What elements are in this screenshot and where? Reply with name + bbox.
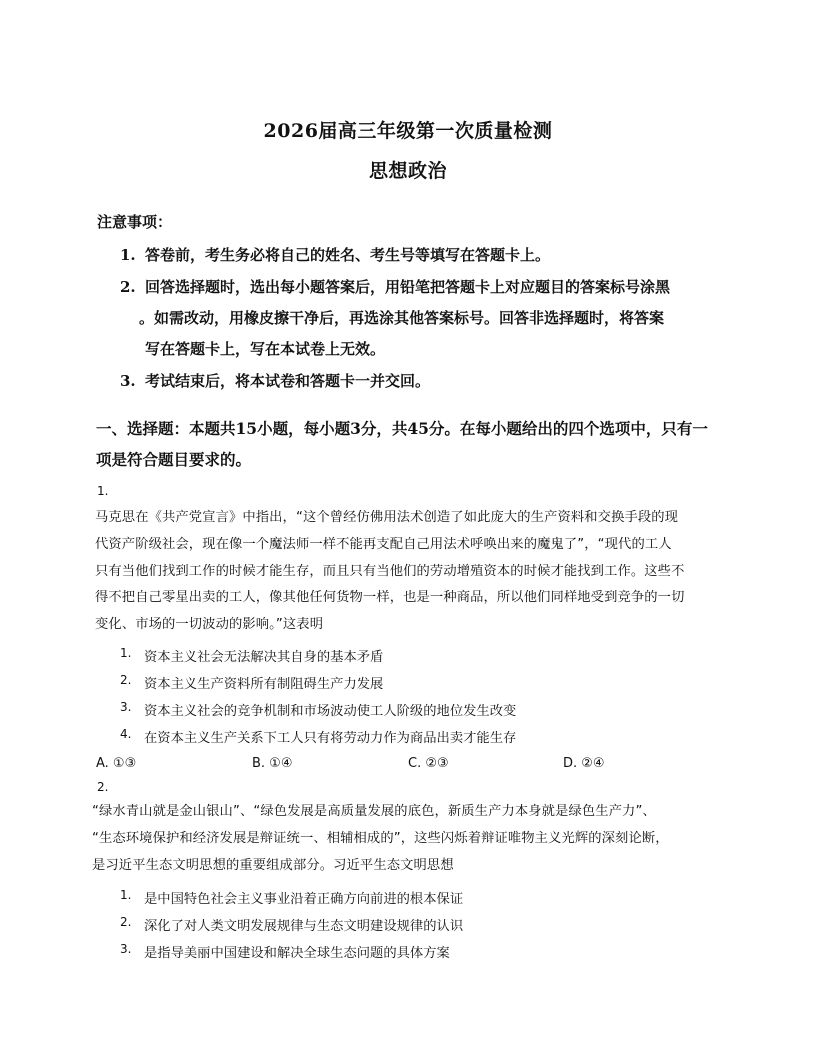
- stem-line: 只有当他们找到工作的时候才能生存，而且只有当他们的劳动增殖资本的时候才能找到工作。这些不: [95, 563, 685, 579]
- stem-line: 马克思在《共产党宣言》中指出，“这个曾经仿佛用法术创造了如此庞大的生产资料和交换手段的现: [95, 510, 679, 525]
- notice-item-line: 写在答题卡上，写在本试卷上无效。: [145, 340, 386, 358]
- stem-line: 代资产阶级社会，现在像一个魔法师一样不能再支配自己用法术呼唤出来的魔鬼了”，“现代的工人: [95, 536, 672, 552]
- subject-title: 思想政治: [368, 160, 447, 182]
- option-text: 深化了对人类文明发展规律与生态文明建设规律的认识: [144, 919, 464, 934]
- option-number: 3.: [120, 942, 132, 956]
- answer-choice-a: A. ①③: [96, 756, 137, 771]
- stem-line: 得不把自己零星出卖的工人，像其他任何货物一样，也是一种商品，所以他们同样地受到竞争的一切: [95, 590, 685, 606]
- notice-item: [120, 272, 720, 365]
- notice-item-text: [139, 272, 715, 365]
- option-number: 4.: [120, 727, 132, 741]
- question-number: 2.: [97, 780, 109, 794]
- stem-line: “绿水青山就是金山银山”、“绿色发展是高质量发展的底色，新质生产力本身就是绿色生产力”、: [92, 804, 656, 819]
- option-number: 2.: [120, 673, 132, 687]
- answer-choice-c: C. ②③: [408, 756, 449, 771]
- option-text: 资本主义社会无法解决其自身的基本矛盾: [144, 650, 384, 665]
- question-stem: [95, 505, 727, 639]
- answer-choice-b: B. ①④: [252, 756, 293, 771]
- option-text: 资本主义社会的竞争机制和市场波动使工人阶级的地位发生改变: [144, 704, 517, 719]
- stem-line: 是习近平生态文明思想的重要组成部分。习近平生态文明思想: [92, 857, 454, 873]
- notice-item-line: 。如需改动，用橡皮擦干净后，再选涂其他答案标号。回答非选择题时，将答案: [139, 309, 665, 327]
- option-text: 在资本主义生产关系下工人只有将劳动力作为商品出卖才能生存: [144, 731, 517, 746]
- stem-line: 变化、市场的一切波动的影响。”这表明: [95, 617, 324, 633]
- notice-item-text: 答卷前，考生务必将自己的姓名、考生号等填写在答题卡上。: [145, 246, 551, 264]
- question-stem: [92, 799, 724, 879]
- stem-line: “生态环境保护和经济发展是辩证统一、相辅相成的”，这些闪烁着辩证唯物主义光辉的深刻论断，: [92, 830, 669, 846]
- section-heading-line: 项是符合题目要求的。: [96, 450, 252, 469]
- section-heading-line: 一、选择题：本题共15小题，每小题3分，共45分。在每小题给出的四个选项中，只有一: [96, 419, 708, 438]
- notice-item-number: 2.: [120, 278, 136, 296]
- notice-item-number: 3.: [120, 372, 136, 390]
- option-text: 资本主义生产资料所有制阻碍生产力发展: [144, 677, 384, 692]
- notice-item-line: 回答选择题时，选出每小题答案后，用铅笔把答题卡上对应题目的答案标号涂黑: [145, 278, 671, 296]
- notice-item-text: 考试结束后，将本试卷和答题卡一并交回。: [145, 372, 431, 390]
- question-number: 1.: [97, 484, 109, 498]
- exam-title: 2026届高三年级第一次质量检测: [263, 120, 553, 142]
- option-number: 1.: [120, 888, 132, 902]
- notice-heading: 注意事项：: [97, 213, 173, 231]
- option-text: 是指导美丽中国建设和解决全球生态问题的具体方案: [144, 946, 450, 961]
- notice-item-number: 1.: [120, 246, 136, 264]
- answer-choice-d: D. ②④: [563, 756, 605, 771]
- section-heading: [96, 413, 726, 475]
- option-text: 是中国特色社会主义事业沿着正确方向前进的根本保证: [144, 892, 464, 907]
- option-number: 3.: [120, 700, 132, 714]
- option-number: 1.: [120, 646, 132, 660]
- option-number: 2.: [120, 915, 132, 929]
